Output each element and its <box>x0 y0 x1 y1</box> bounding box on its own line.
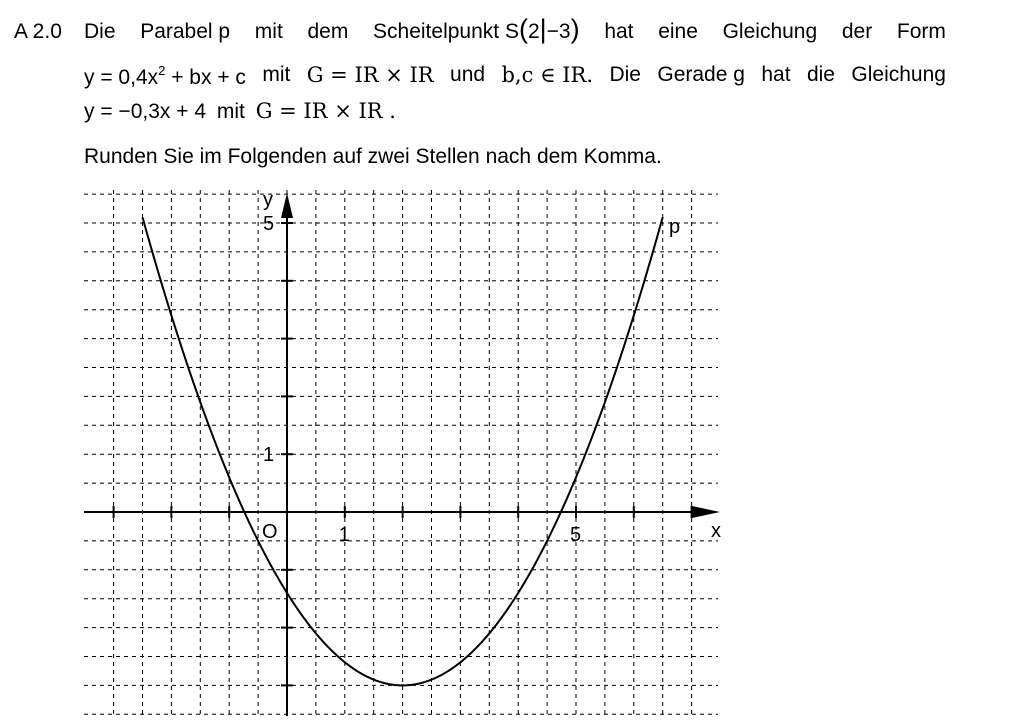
axes <box>84 193 720 716</box>
exponent: 2 <box>158 63 166 78</box>
line-equation: y = −0,3x + 4 <box>84 100 207 123</box>
x-tick-label-5: 5 <box>570 524 582 546</box>
x-tick-label-1: 1 <box>338 524 350 546</box>
word: Gleichung <box>722 20 818 43</box>
word: mit <box>262 63 291 86</box>
word: mit <box>216 100 245 123</box>
paren-close: ) <box>570 14 580 44</box>
word: Die <box>84 20 116 43</box>
domain-notation: G = IR × IR . <box>255 99 396 123</box>
task-label: A 2.0 <box>14 20 62 43</box>
word: Gerade g <box>657 63 745 86</box>
instruction-text: Runden Sie im Folgenden auf zwei Stellen nach dem Komma. <box>84 145 662 168</box>
word: dem <box>307 20 349 43</box>
x-axis-label: x <box>711 520 721 542</box>
paren-open: ( <box>518 14 528 44</box>
ticks <box>114 223 692 726</box>
domain-notation: G = IR × IR <box>306 63 434 87</box>
parabola-eq-part: + bx + c <box>165 66 246 89</box>
vertex-separator: | <box>539 14 547 44</box>
curve-label-p: p <box>669 216 681 238</box>
word: Form <box>896 20 946 43</box>
word: hat <box>604 20 634 43</box>
word: die <box>806 63 835 86</box>
grid <box>84 190 718 716</box>
x-axis-arrow-icon <box>692 506 720 518</box>
word: Gleichung <box>851 63 946 86</box>
origin-label: O <box>262 521 278 543</box>
y-axis-arrow-icon <box>281 193 293 218</box>
word: hat <box>761 63 791 86</box>
vertex-x: 2 <box>527 20 540 43</box>
word: Parabel p <box>140 20 231 43</box>
word: Scheitelpunkt S <box>373 20 519 43</box>
parabola-eq-part: y = 0,4x <box>84 66 159 89</box>
y-axis-label: y <box>263 189 273 211</box>
y-tick-label-5: 5 <box>263 213 275 235</box>
word: eine <box>658 20 698 43</box>
word: der <box>841 20 873 43</box>
word: Die <box>609 63 641 86</box>
parameter-notation: b,c ∈ IR. <box>501 63 594 87</box>
vertex-y: −3 <box>546 20 571 43</box>
word: und <box>450 63 486 86</box>
word: mit <box>254 20 283 43</box>
y-tick-label-1: 1 <box>263 444 275 467</box>
